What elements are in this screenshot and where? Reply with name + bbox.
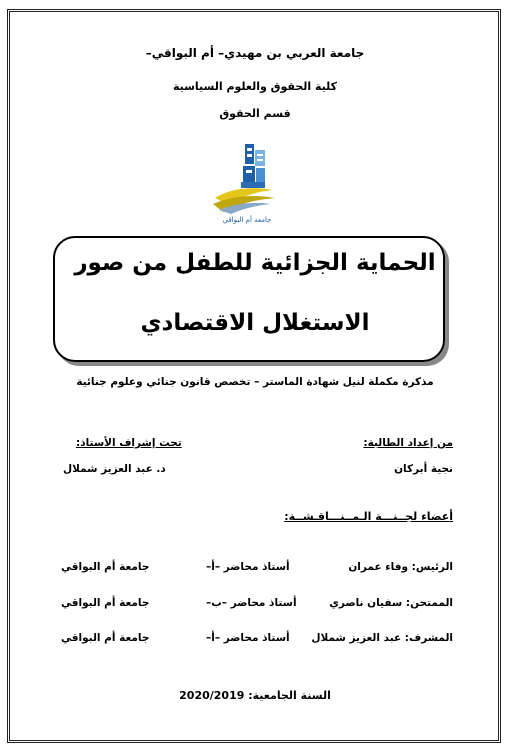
university-name: جامعة العربي بن مهيدي– أم البواقي– — [145, 46, 365, 60]
committee-heading: أعضاء لجــنـــة الـمــنـــاقـشــة: — [284, 510, 453, 523]
committee-role-name: الرئيس: وفاء عمران — [348, 561, 453, 573]
committee-university: جامعة أم البواقي — [61, 597, 150, 609]
committee-university: جامعة أم البواقي — [61, 561, 150, 573]
academic-year — [0, 689, 510, 702]
thesis-subtitle: مذكرة مكملة لنيل شهادة الماستر – تخصص قانون جنائي وعلوم جنائية — [76, 376, 434, 388]
committee-role-name: الممتحن: سفيان ناصري — [329, 597, 453, 609]
committee-university: جامعة أم البواقي — [61, 632, 150, 644]
logo-text: جامعة أم البواقي — [222, 216, 272, 224]
committee-rank: أستاذ محاضر –ب– — [206, 597, 297, 609]
committee-rank: أستاذ محاضر –أ– — [206, 632, 290, 644]
thesis-title-line1: الحماية الجزائية للطفل من صور — [74, 250, 436, 276]
academic-year-value: 2020/2019 — [179, 689, 245, 702]
committee-role-name: المشرف: عبد العزيز شملال — [311, 632, 453, 644]
thesis-title-line2: الاستغلال الاقتصادي — [140, 310, 370, 336]
department-name: قسم الحقوق — [219, 107, 291, 120]
academic-year-label: السنة الجامعية: — [248, 689, 331, 702]
prepared-by-label: من إعداد الطالبة: — [363, 437, 453, 449]
faculty-name: كلية الحقوق والعلوم السياسية — [172, 80, 338, 93]
supervisor-name: د. عبد العزيز شملال — [63, 463, 166, 475]
student-name: نجية أبركان — [394, 463, 453, 475]
committee-rank: أستاذ محاضر –أ– — [206, 561, 290, 573]
university-logo — [207, 140, 281, 226]
supervisor-label: تحت إشراف الأستاذ: — [76, 437, 182, 449]
